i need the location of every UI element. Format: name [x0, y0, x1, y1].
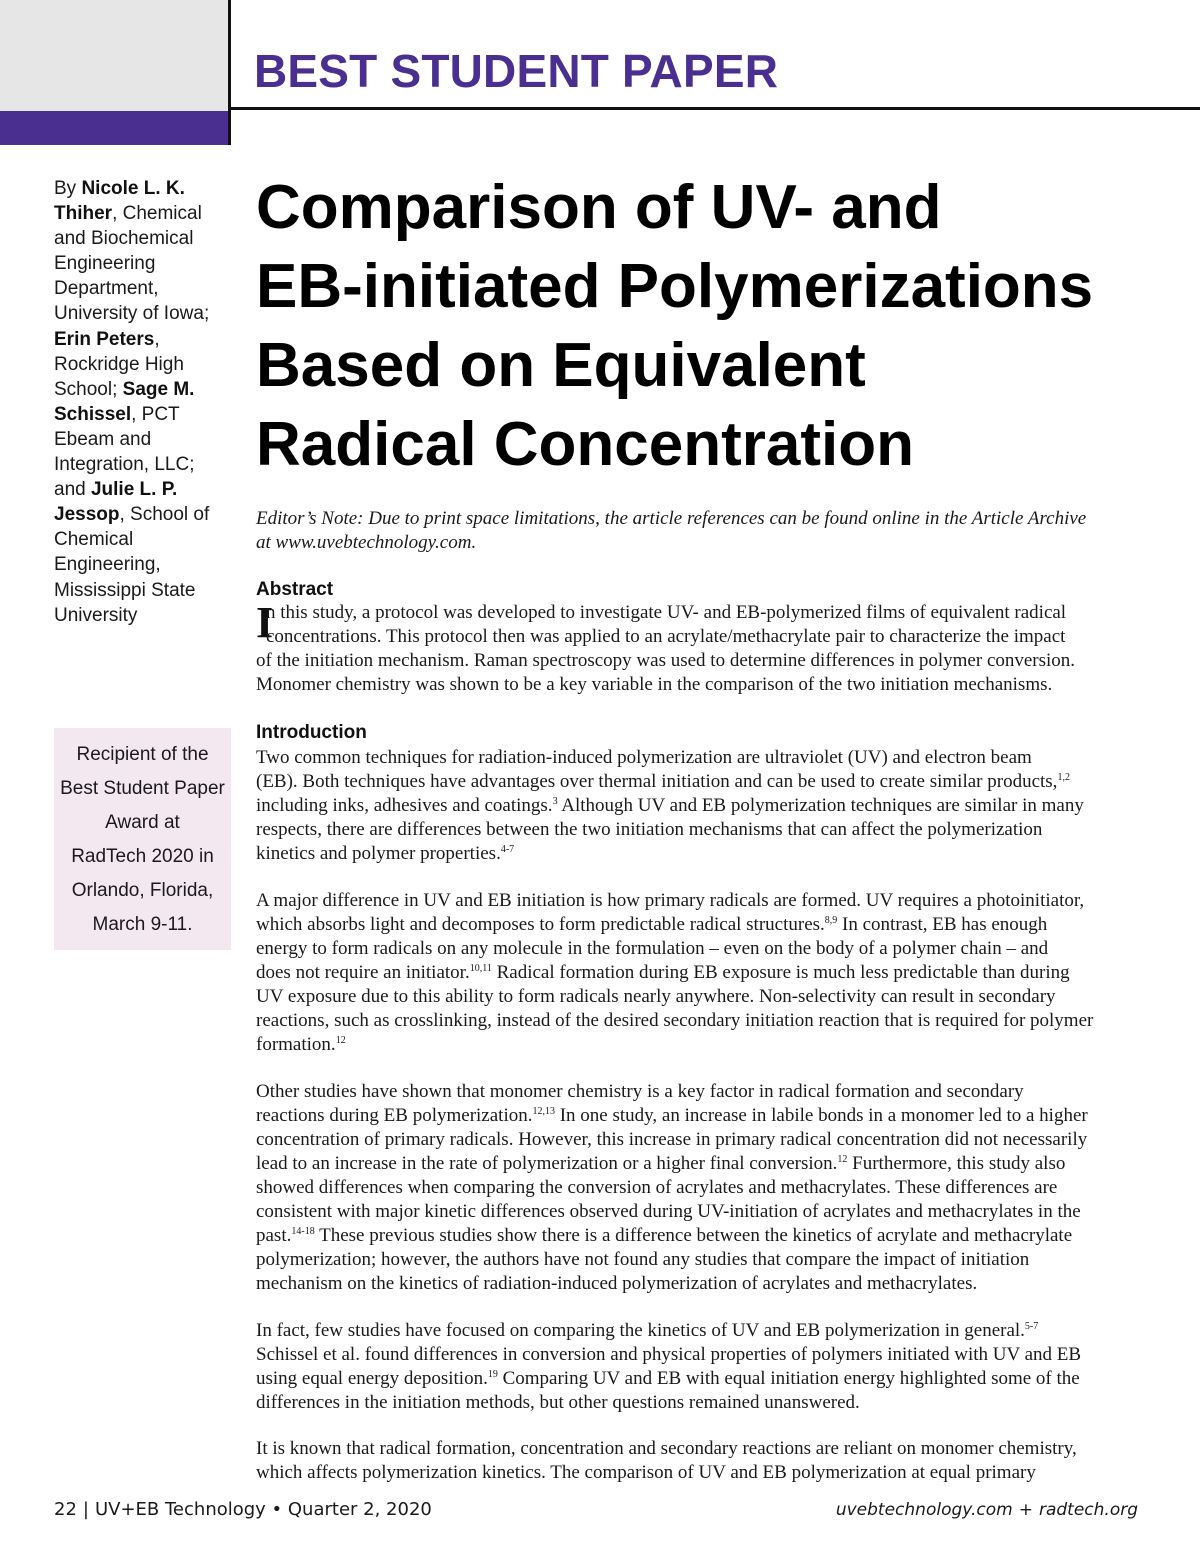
award-callout-box [54, 728, 231, 950]
award-line: Best Student Paper [60, 778, 225, 799]
author-name: Sage M. Schissel [54, 378, 195, 425]
intro-paragraph-2 [256, 889, 1151, 1057]
award-line: Award at [105, 812, 180, 833]
author-name: Erin Peters [54, 328, 155, 350]
citation: 4-7 [500, 844, 515, 855]
text-line: UV exposure due to this ability to form radicals nearly anywhere. Non-selectivity can result in secondary [256, 986, 1056, 1007]
header-horizontal-rule [231, 107, 1200, 110]
article-title [256, 168, 1176, 484]
author-affiliation: , School of Chemical Engineering, Mississippi State University [54, 504, 210, 626]
text-line: energy to form radicals on any molecule in the formulation – even on the body of a polymer chain – and [256, 938, 1049, 959]
footer-websites [836, 1500, 1138, 1520]
text-line: kinetics and polymer properties.$^{4-7}$ [256, 843, 515, 864]
website-link[interactable]: radtech.org [1038, 1500, 1138, 1520]
title-line: Based on Equivalent [256, 331, 866, 400]
title-line: Radical Concentration [256, 410, 914, 479]
text-line: formation.$^{12}$ [256, 1034, 346, 1055]
text-line: does not require an initiator.$^{10,11}$ Radical formation during EB exposure is much less predictable than during [256, 962, 1070, 983]
text-line: past.$^{14-18}$ These previous studies show there is a difference between the kinetics of acrylate and methacrylate [256, 1225, 1073, 1246]
award-line: RadTech 2020 in [71, 846, 214, 867]
text-line: consistent with major kinetic differences observed during UV-initiation of acrylates and methacrylates in the [256, 1201, 1081, 1222]
publication-name: UV+EB Technology • Quarter 2, 2020 [94, 1499, 432, 1520]
title-line: EB-initiated Polymerizations [256, 252, 1094, 321]
byline-prefix: By [54, 178, 82, 199]
text-line: lead to an increase in the rate of polymerization or a higher final conversion.$^{12}$ Furthermore, this study also [256, 1153, 1066, 1174]
text-line: respects, there are differences between the two initiation mechanisms that can affect the polymerization [256, 819, 1043, 840]
editor-note-line: at www.uvebtechnology.com. [256, 532, 477, 553]
text-line: Other studies have shown that monomer chemistry is a key factor in radical formation and secondary [256, 1081, 1024, 1102]
text-line: n this study, a protocol was developed to investigate UV- and EB-polymerized films of equivalent radical [266, 602, 1067, 623]
section-label: BEST STUDENT PAPER [254, 45, 779, 97]
text-line: differences in the initiation methods, but other questions remained unanswered. [256, 1392, 860, 1413]
footer-separator: | [82, 1499, 89, 1520]
editor-note [256, 507, 1156, 555]
citation: 12 [335, 1035, 346, 1046]
author-affiliation: , Rockridge High School; [54, 328, 184, 400]
text-line: Schissel et al. found differences in conversion and physical properties of polymers initiated with UV and EB [256, 1344, 1082, 1365]
text-line: It is known that radical formation, concentration and secondary reactions are reliant on monomer chemistry, [256, 1438, 1077, 1459]
author-name: Julie L. P. Jessop [54, 479, 178, 526]
text-line: which affects polymerization kinetics. The comparison of UV and EB polymerization at equal primary [256, 1462, 1036, 1483]
author-affiliation: , PCT Ebeam and Integration, LLC; and [54, 403, 195, 501]
page-number: 22 [54, 1499, 77, 1520]
author-name: Nicole L. K. Thiher [54, 178, 185, 225]
intro-paragraph-1 [256, 746, 1151, 866]
text-line: In fact, few studies have focused on comparing the kinetics of UV and EB polymerization in general.$^{5-7}$ [256, 1320, 1039, 1341]
text-line: showed differences when comparing the conversion of acrylates and methacrylates. These differences are [256, 1177, 1058, 1198]
text-line: concentration of primary radicals. However, this increase in primary radical concentration did not necessarily [256, 1129, 1088, 1150]
author-affiliation: , Chemical and Biochemical Engineering Department, University of Iowa; [54, 203, 210, 325]
header-purple-bar [0, 111, 228, 145]
text-line: which absorbs light and decomposes to form predictable radical structures.$^{8,9}$ In contrast, EB has enough [256, 914, 1048, 935]
citation: 3 [552, 796, 558, 807]
text-line: A major difference in UV and EB initiation is how primary radicals are formed. UV requires a photoinitiator, [256, 890, 1085, 911]
award-line: Orlando, Florida, [71, 880, 214, 901]
text-line: polymerization; however, the authors have not found any studies that compare the impact of initiation [256, 1249, 1030, 1270]
intro-paragraph-5 [256, 1437, 1151, 1485]
author-byline [54, 176, 224, 628]
citation: 12,13 [532, 1106, 555, 1117]
award-line: March 9-11. [92, 914, 193, 935]
citation: 14-18 [291, 1226, 315, 1237]
citation: 8,9 [824, 915, 838, 926]
abstract-paragraph [256, 598, 1151, 697]
text-line: reactions, such as crosslinking, instead of the desired secondary initiation reaction that is required for polymer [256, 1010, 1094, 1031]
text-line: using equal energy deposition.$^{19}$ Comparing UV and EB with equal initiation energy highlighted some of the [256, 1368, 1080, 1389]
intro-paragraph-4 [256, 1319, 1151, 1415]
intro-paragraph-3 [256, 1080, 1151, 1296]
citation: 5-7 [1024, 1321, 1039, 1332]
website-link[interactable]: uvebtechnology.com [835, 1500, 1013, 1520]
text-line: Two common techniques for radiation-induced polymerization are ultraviolet (UV) and electron beam [256, 747, 1032, 768]
citation: 12 [837, 1154, 848, 1165]
citation: 19 [487, 1369, 498, 1380]
citation: 1,2 [1057, 772, 1070, 783]
text-line: concentrations. This protocol then was applied to an acrylate/methacrylate pair to characterize the impact [266, 626, 1066, 647]
text-line: of the initiation mechanism. Raman spectroscopy was used to determine differences in polymer conversion. [256, 650, 1076, 671]
text-line: Monomer chemistry was shown to be a key variable in the comparison of the two initiation mechanisms. [256, 674, 1053, 695]
award-line: Recipient of the [76, 744, 209, 765]
text-line: reactions during EB polymerization.$^{12,13}$ In one study, an increase in labile bonds in a monomer led to a higher [256, 1105, 1088, 1126]
footer-plus: + [1018, 1500, 1033, 1520]
header-vertical-rule [228, 0, 231, 145]
abstract-drop-cap: I [256, 598, 274, 647]
header-gray-block [0, 0, 228, 111]
abstract-heading: Abstract [256, 579, 334, 600]
footer-publication-info [54, 1499, 432, 1520]
text-line: mechanism on the kinetics of radiation-induced polymerization of acrylates and methacrylates. [256, 1273, 978, 1294]
citation: 10,11 [469, 963, 492, 974]
introduction-heading: Introduction [256, 722, 367, 743]
text-line: (EB). Both techniques have advantages over thermal initiation and can be used to create similar products,$^{1,2}$ [256, 771, 1070, 792]
editor-note-line: Editor’s Note: Due to print space limitations, the article references can be found online in the Article Archive [256, 508, 1087, 529]
title-line: Comparison of UV- and [256, 173, 942, 242]
text-line: including inks, adhesives and coatings.$^3$ Although UV and EB polymerization techniques are similar in many [256, 795, 1084, 816]
